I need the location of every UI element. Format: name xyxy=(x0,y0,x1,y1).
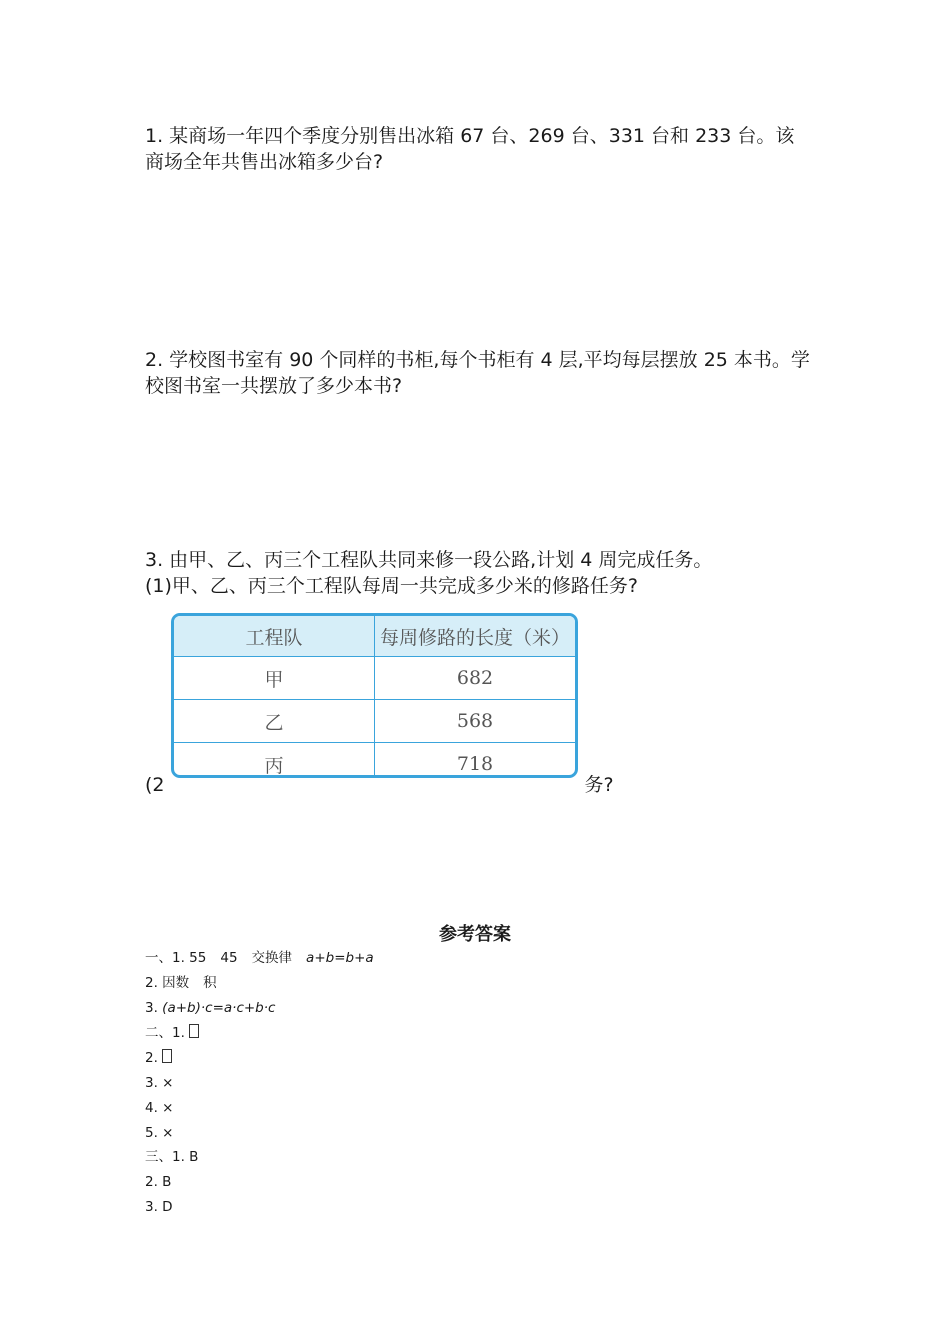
answer-line: 5. × xyxy=(145,1125,174,1141)
answer-line: 3. (a+b)·c=a·c+b·c xyxy=(145,1000,276,1016)
table-row xyxy=(174,743,575,779)
answer-line: 一、1. 55 45 交换律 a+b=b+a xyxy=(145,950,374,966)
answers-title: 参考答案 xyxy=(439,924,511,945)
answer-line: 3. × xyxy=(145,1075,174,1091)
answer-line: 2. B xyxy=(145,1174,172,1190)
team-cell: 甲 xyxy=(174,657,375,700)
question-1: 1. 某商场一年四个季度分别售出冰箱 67 台、269 台、331 台和 233 台。该商场全年共售出冰箱多少台? xyxy=(145,125,795,173)
length-cell: 568 xyxy=(375,700,576,743)
question-3-part-1: (1)甲、乙、丙三个工程队每周一共完成多少米的修路任务? xyxy=(145,575,638,597)
table-row xyxy=(174,700,575,743)
header-length: 每周修路的长度（米） xyxy=(375,616,576,657)
question-2: 2. 学校图书室有 90 个同样的书柜,每个书柜有 4 层,平均每层摆放 25 本书。学校图书室一共摆放了多少本书? xyxy=(145,349,810,397)
header-team: 工程队 xyxy=(174,616,375,657)
table-header-row xyxy=(174,616,575,657)
question-3: 3. 由甲、乙、丙三个工程队共同来修一段公路,计划 4 周完成任务。 xyxy=(145,549,713,571)
answer-line: 2. xyxy=(145,1049,172,1067)
missing-glyph-icon xyxy=(189,1024,199,1038)
answer-line: 三、1. B xyxy=(145,1149,199,1165)
answer-line: 二、1. xyxy=(145,1024,199,1042)
length-cell: 682 xyxy=(375,657,576,700)
question-3-part-2-start: (2 xyxy=(145,774,165,796)
answer-line: 2. 因数 积 xyxy=(145,975,217,991)
length-cell: 718 xyxy=(375,743,576,779)
answer-line: 3. D xyxy=(145,1199,173,1215)
team-cell: 乙 xyxy=(174,700,375,743)
missing-glyph-icon xyxy=(162,1049,172,1063)
road-length-table xyxy=(171,613,578,778)
road-table-grid xyxy=(174,616,575,778)
question-3-part-2-end: 务? xyxy=(584,774,614,796)
answer-line: 4. × xyxy=(145,1100,174,1116)
table-row xyxy=(174,657,575,700)
team-cell: 丙 xyxy=(174,743,375,779)
